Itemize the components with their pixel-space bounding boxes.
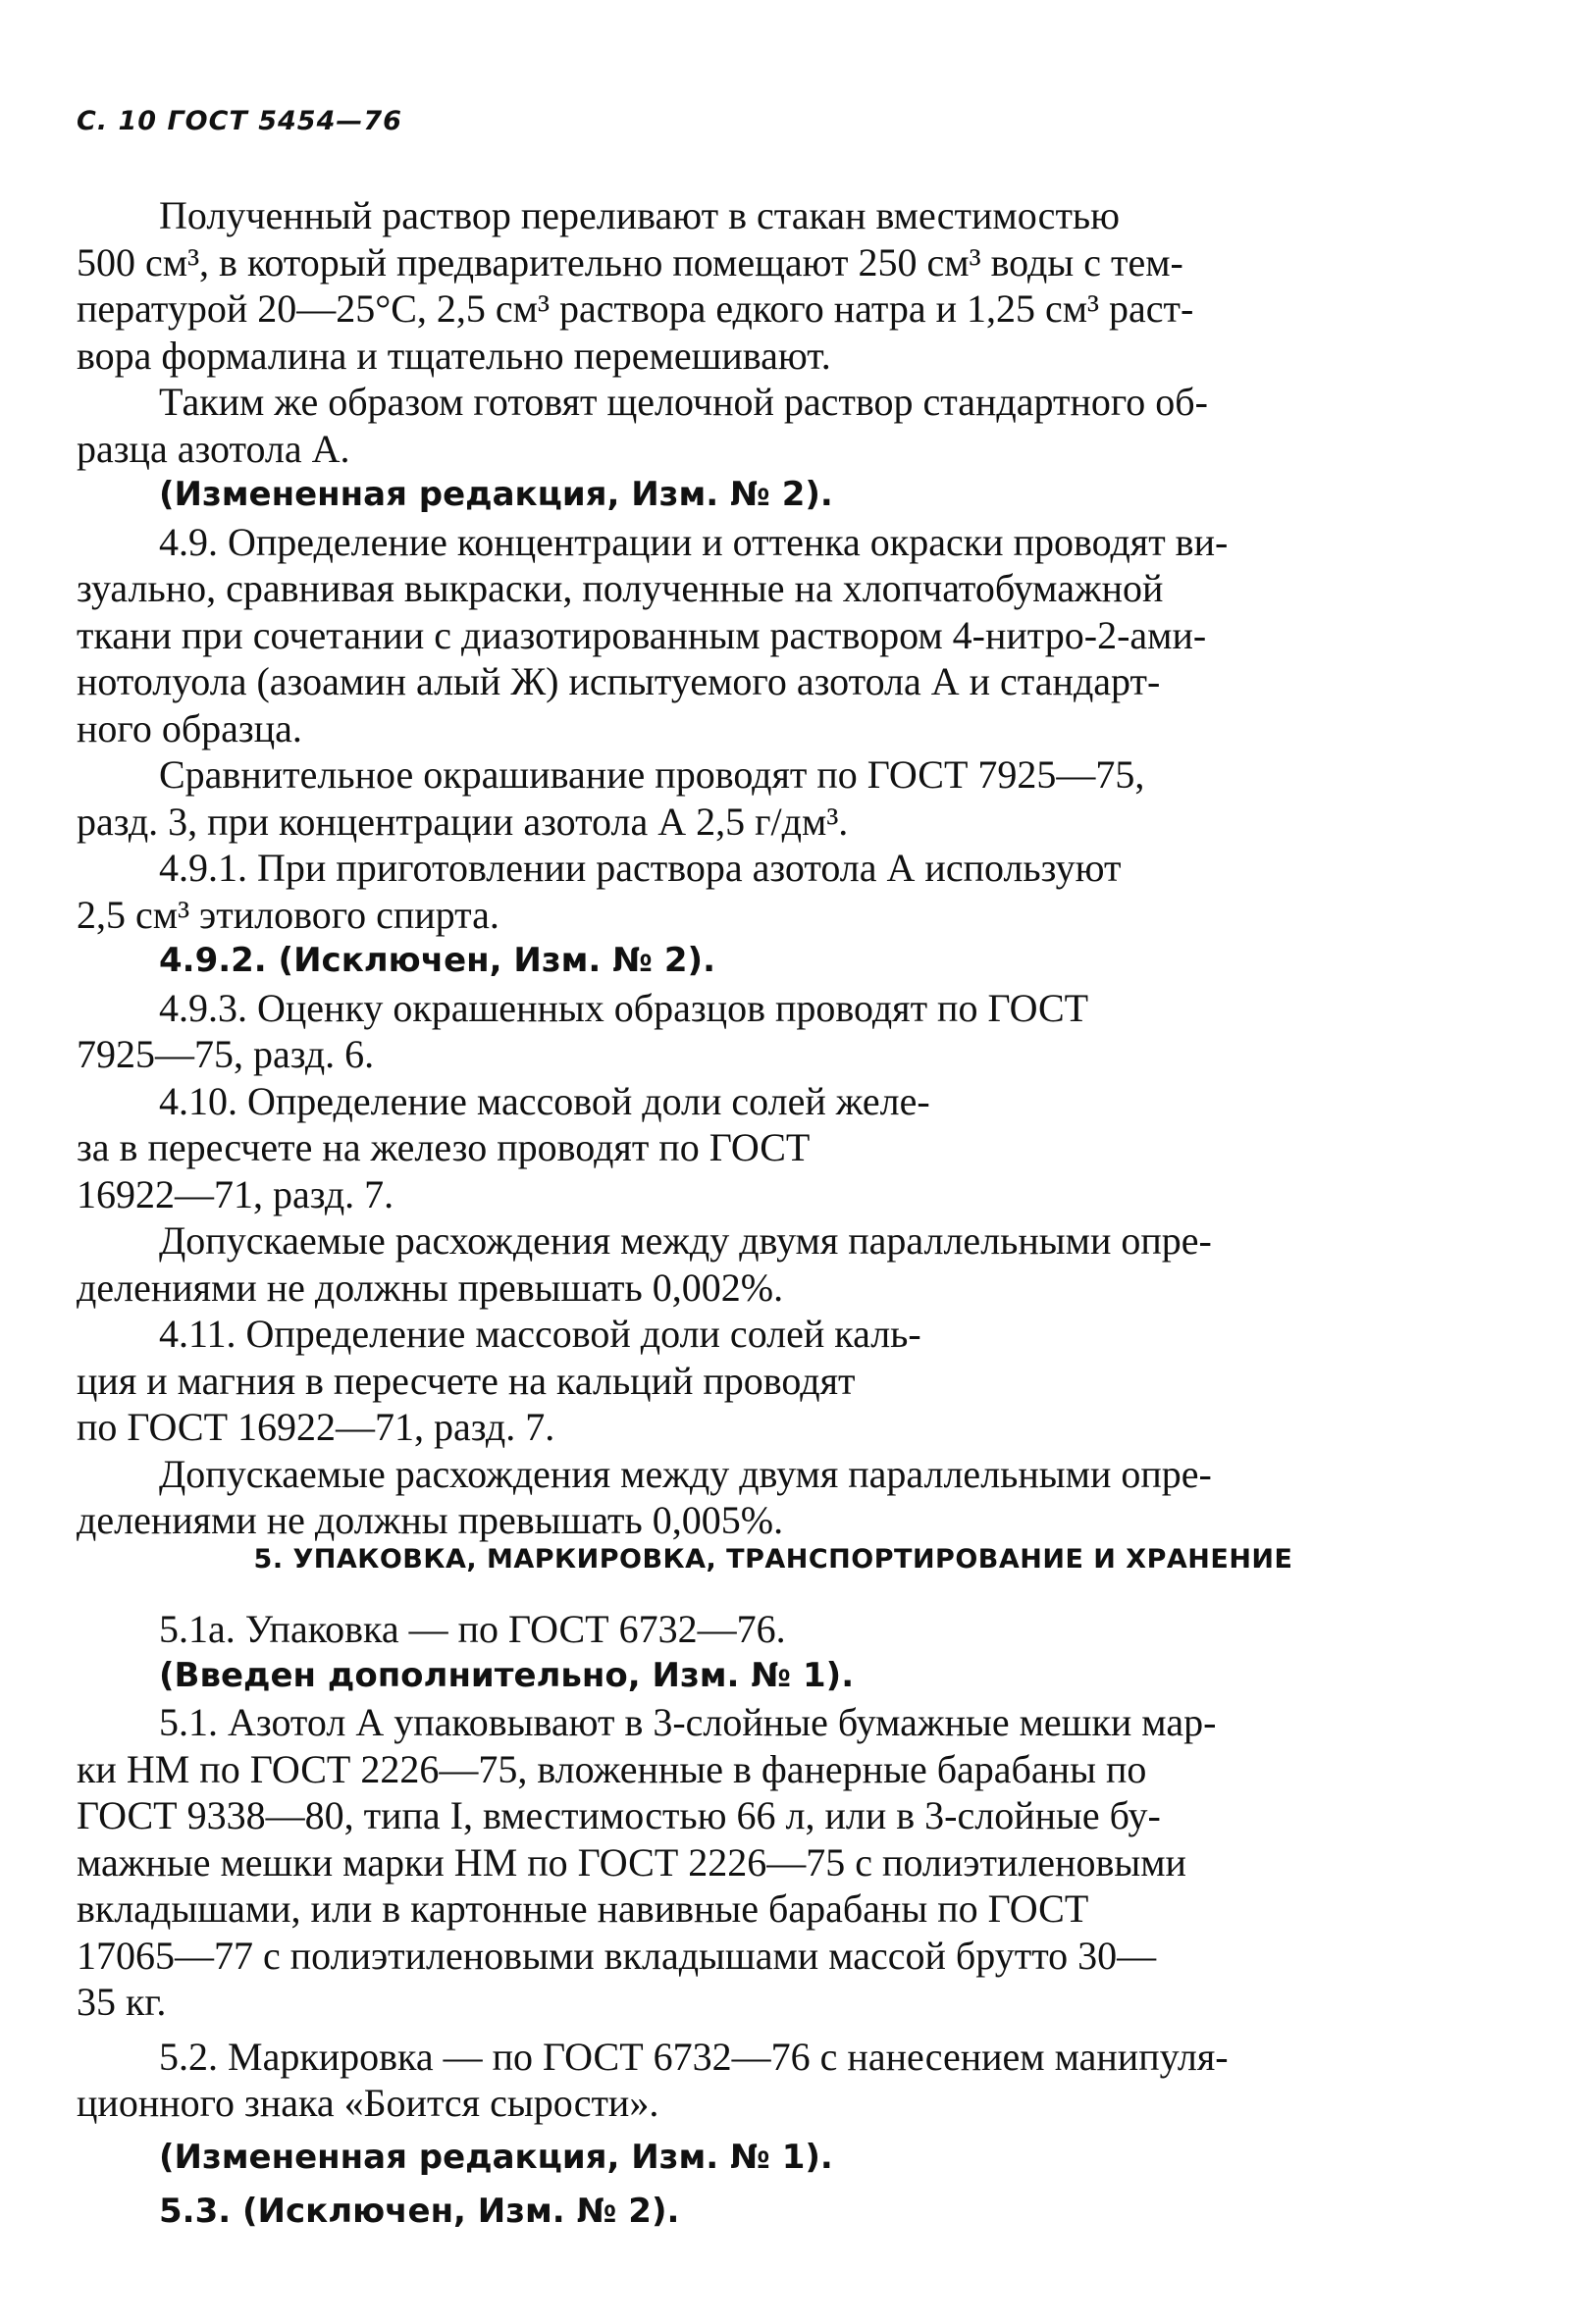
paragraph-solution-transfer: [77, 192, 1470, 379]
line: Полученный раствор переливают в стакан вместимостью: [159, 193, 1121, 237]
amendment-note: (Введен дополнительно, Изм. № 1).: [159, 1655, 855, 1695]
line: делениями не должны превышать 0,005%.: [77, 1498, 784, 1542]
line: разца азотола А.: [77, 426, 350, 471]
line: 35 кг.: [77, 1980, 167, 2024]
paragraph-tolerance-calcium: [77, 1451, 1470, 1544]
section-5-title: 5. УПАКОВКА, МАРКИРОВКА, ТРАНСПОРТИРОВАНИЕ И ХРАНЕНИЕ: [253, 1544, 1293, 1575]
body-part-1: [77, 192, 1470, 1544]
page-header: С. 10 ГОСТ 5454—76: [77, 106, 402, 136]
line: вора формалина и тщательно перемешивают.: [77, 333, 831, 378]
body-part-2: [77, 1606, 1470, 2236]
amendment-note: (Измененная редакция, Изм. № 1).: [159, 2137, 833, 2177]
clause-4-10: [77, 1078, 1470, 1218]
paragraph-tolerance-iron: [77, 1217, 1470, 1311]
clause-5-1a: 5.1а. Упаковка — по ГОСТ 6732—76.: [159, 1607, 786, 1651]
line: мажные мешки марки НМ по ГОСТ 2226—75 с полиэтиленовыми: [77, 1839, 1186, 1885]
line: Допускаемые расхождения между двумя параллельными опре-: [159, 1218, 1212, 1263]
line: зуально, сравнивая выкраски, полученные на хлопчатобумажной: [77, 566, 1164, 610]
line: пературой 20—25°С, 2,5 см³ раствора едкого натра и 1,25 см³ раст-: [77, 286, 1194, 331]
line: ного образца.: [77, 705, 302, 750]
clause-4-9-3: [77, 985, 1470, 1078]
clause-5-3: 5.3. (Исключен, Изм. № 2).: [159, 2192, 680, 2231]
line: 16922—71, разд. 7.: [77, 1171, 394, 1216]
line: делениями не должны превышать 0,002%.: [77, 1265, 784, 1310]
line: вкладышами, или в картонные навивные барабаны по ГОСТ: [77, 1886, 1089, 1931]
line: 500 см³, в который предварительно помещают 250 см³ воды с тем-: [77, 239, 1183, 284]
paragraph-standard-sample: [77, 379, 1470, 472]
line: 5.2. Маркировка — по ГОСТ 6732—76 с нанесением манипуля-: [159, 2034, 1229, 2079]
line: 5.1. Азотол А упаковывают в 3-слойные бумажные мешки мар-: [159, 1700, 1217, 1744]
clause-4-9-1: [77, 845, 1470, 938]
line: за в пересчете на железо проводят по ГОСТ: [77, 1125, 811, 1169]
clause-5-2: [77, 2034, 1470, 2127]
line: ки НМ по ГОСТ 2226—75, вложенные в фанерные барабаны по: [77, 1746, 1147, 1791]
clause-4-11: [77, 1311, 1470, 1451]
amendment-note: (Измененная редакция, Изм. № 2).: [159, 475, 833, 514]
line: 2,5 см³ этилового спирта.: [77, 892, 499, 937]
line: ГОСТ 9338—80, типа I, вместимостью 66 л, или в 3-слойные бу-: [77, 1793, 1161, 1837]
line: Сравнительное окрашивание проводят по ГОСТ 7925—75,: [159, 752, 1145, 797]
line: ция и магния в пересчете на кальций проводят: [77, 1358, 856, 1403]
line: по ГОСТ 16922—71, разд. 7.: [77, 1405, 555, 1449]
line: 4.9.3. Оценку окрашенных образцов проводят по ГОСТ: [159, 985, 1089, 1030]
line: ткани при сочетании с диазотированным раствором 4-нитро-2-ами-: [77, 612, 1207, 657]
line: 4.9. Определение концентрации и оттенка окраски проводят ви-: [159, 519, 1229, 564]
line: Таким же образом готовят щелочной раствор стандартного об-: [159, 380, 1208, 424]
line: Допускаемые расхождения между двумя параллельными опре-: [159, 1451, 1212, 1496]
line: 4.9.1. При приготовлении раствора азотола А используют: [159, 846, 1122, 890]
line: 17065—77 с полиэтиленовыми вкладышами массой брутто 30—: [77, 1933, 1157, 1978]
line: разд. 3, при концентрации азотола А 2,5 г/дм³.: [77, 799, 849, 844]
line: нотолуола (азоамин алый Ж) испытуемого азотола А и стандарт-: [77, 659, 1161, 703]
line: 7925—75, разд. 6.: [77, 1032, 375, 1076]
clause-5-1: [77, 1699, 1470, 2026]
line: 4.10. Определение массовой доли солей желе-: [159, 1078, 930, 1123]
clause-4-9-2: 4.9.2. (Исключен, Изм. № 2).: [159, 941, 715, 980]
clause-4-9: [77, 519, 1470, 752]
paragraph-comparative-dyeing: [77, 751, 1470, 845]
line: 4.11. Определение массовой доли солей каль-: [159, 1312, 921, 1356]
line: ционного знака «Боится сырости».: [77, 2081, 659, 2125]
